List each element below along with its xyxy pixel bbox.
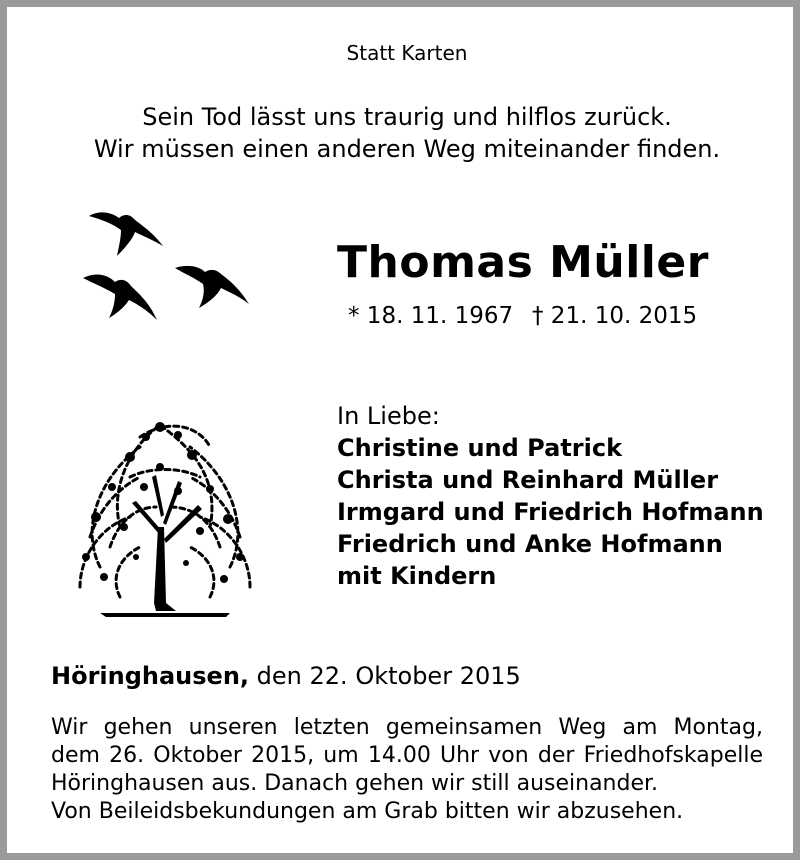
death-date: † 21. 10. 2015 (532, 303, 698, 329)
deceased-name: Thomas Müller (337, 237, 709, 288)
tree-icon (60, 407, 270, 622)
motto-line-2: Wir müssen einen anderen Weg miteinander finden. (93, 135, 721, 163)
body-line-1: Wir gehen unseren letzten gemeinsamen Weg am Montag, (51, 715, 763, 740)
body-line-2: dem 26. Oktober 2015, um 14.00 Uhr von der Friedhofskapelle (51, 743, 763, 768)
motto (7, 101, 800, 165)
place-date-line (51, 662, 521, 690)
mourners-intro: In Liebe: (337, 402, 440, 430)
mourner-4: Friedrich und Anke Hofmann (337, 530, 723, 558)
mourners-list (337, 400, 764, 592)
funeral-details (51, 714, 763, 826)
mourner-5: mit Kindern (337, 562, 497, 590)
place-name: Höringhausen, (51, 662, 250, 690)
mourner-3: Irmgard und Friedrich Hofmann (337, 498, 764, 526)
mourner-1: Christine und Patrick (337, 434, 623, 462)
body-line-3: Höringhausen aus. Danach gehen wir still auseinander. (51, 771, 659, 796)
mourner-2: Christa und Reinhard Müller (337, 466, 719, 494)
motto-line-1: Sein Tod lässt uns traurig und hilflos zurück. (142, 103, 672, 131)
flying-birds-icon (77, 202, 267, 332)
header-text: Statt Karten (346, 41, 468, 65)
body-line-4: Von Beileidsbekundungen am Grab bitten wir abzusehen. (51, 799, 684, 824)
notice-date: den 22. Oktober 2015 (249, 662, 521, 690)
birth-date: * 18. 11. 1967 (348, 303, 514, 329)
